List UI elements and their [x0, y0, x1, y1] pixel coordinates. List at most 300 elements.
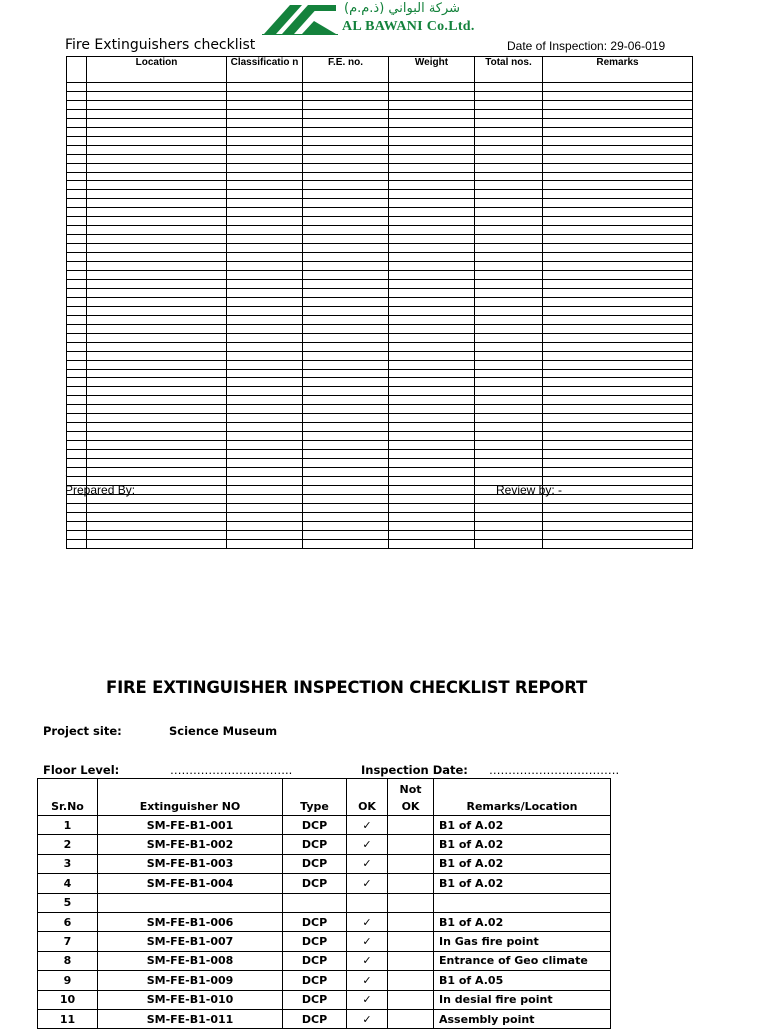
grid-cell	[543, 369, 693, 378]
grid-cell	[67, 118, 87, 127]
grid-cell	[475, 467, 543, 476]
grid-cell	[303, 423, 389, 432]
grid-cell	[67, 450, 87, 459]
grid-cell	[543, 503, 693, 512]
ok-check-cell: ✓	[347, 1009, 388, 1028]
grid-cell	[227, 163, 303, 172]
report-header-remarks: Remarks/Location	[434, 779, 611, 816]
not-ok-cell	[388, 874, 434, 893]
grid-cell	[475, 288, 543, 297]
grid-cell	[389, 539, 475, 548]
extinguisher-no-cell: SM-FE-B1-010	[98, 990, 283, 1009]
grid-cell	[227, 190, 303, 199]
project-site-value: Science Museum	[169, 724, 278, 738]
grid-cell	[227, 154, 303, 163]
extinguisher-no-cell: SM-FE-B1-007	[98, 932, 283, 951]
grid-cell	[303, 163, 389, 172]
grid-row	[67, 342, 693, 351]
grid-cell	[87, 333, 227, 342]
grid-cell	[303, 342, 389, 351]
floor-level-value: …………………………..	[170, 763, 293, 777]
grid-cell	[67, 333, 87, 342]
grid-cell	[303, 208, 389, 217]
grid-cell	[87, 83, 227, 92]
stray-colon: :	[65, 468, 68, 479]
grid-cell	[87, 503, 227, 512]
grid-cell	[389, 127, 475, 136]
grid-cell	[475, 324, 543, 333]
grid-cell	[303, 199, 389, 208]
grid-cell	[67, 136, 87, 145]
sr-no-cell: 3	[38, 854, 98, 873]
inspection-report-table	[37, 778, 611, 1029]
grid-cell	[543, 109, 693, 118]
grid-cell	[543, 423, 693, 432]
grid-row	[67, 450, 693, 459]
grid-cell	[227, 172, 303, 181]
grid-cell	[475, 262, 543, 271]
grid-cell	[475, 432, 543, 441]
report-row	[38, 854, 611, 873]
grid-cell	[475, 333, 543, 342]
grid-row	[67, 324, 693, 333]
ok-check-cell: ✓	[347, 816, 388, 835]
grid-row	[67, 244, 693, 253]
grid-cell	[227, 396, 303, 405]
extinguisher-no-cell: SM-FE-B1-009	[98, 971, 283, 990]
report-row	[38, 932, 611, 951]
grid-cell	[67, 530, 87, 539]
grid-cell	[303, 369, 389, 378]
grid-cell	[475, 226, 543, 235]
not-ok-cell	[388, 854, 434, 873]
grid-row	[67, 127, 693, 136]
report-row	[38, 835, 611, 854]
extinguisher-no-cell	[98, 893, 283, 912]
grid-cell	[475, 387, 543, 396]
remarks-cell: B1 of A.02	[434, 874, 611, 893]
grid-cell	[227, 485, 303, 494]
grid-row	[67, 539, 693, 548]
grid-cell	[543, 217, 693, 226]
grid-cell	[227, 342, 303, 351]
grid-row	[67, 154, 693, 163]
remarks-cell: Entrance of Geo climate	[434, 951, 611, 970]
grid-row	[67, 432, 693, 441]
grid-row	[67, 306, 693, 315]
grid-cell	[67, 262, 87, 271]
grid-cell	[87, 378, 227, 387]
grid-cell	[227, 279, 303, 288]
report-row	[38, 893, 611, 912]
grid-cell	[87, 154, 227, 163]
grid-cell	[67, 342, 87, 351]
grid-row	[67, 521, 693, 530]
grid-cell	[67, 226, 87, 235]
grid-cell	[475, 450, 543, 459]
grid-cell	[303, 351, 389, 360]
grid-cell	[389, 136, 475, 145]
grid-cell	[543, 83, 693, 92]
grid-cell	[67, 288, 87, 297]
grid-cell	[543, 306, 693, 315]
grid-cell	[87, 459, 227, 468]
grid-cell	[543, 118, 693, 127]
grid-cell	[389, 387, 475, 396]
grid-cell	[389, 271, 475, 280]
grid-cell	[543, 450, 693, 459]
sr-no-cell: 8	[38, 951, 98, 970]
grid-cell	[87, 369, 227, 378]
grid-cell	[87, 530, 227, 539]
grid-row	[67, 91, 693, 100]
grid-cell	[543, 351, 693, 360]
grid-cell	[227, 199, 303, 208]
grid-cell	[543, 288, 693, 297]
grid-cell	[475, 539, 543, 548]
grid-cell	[67, 91, 87, 100]
grid-cell	[303, 279, 389, 288]
grid-header-remarks: Remarks	[543, 57, 693, 83]
grid-cell	[67, 145, 87, 154]
grid-cell	[227, 503, 303, 512]
grid-row	[67, 423, 693, 432]
grid-cell	[389, 190, 475, 199]
grid-cell	[87, 405, 227, 414]
grid-cell	[67, 360, 87, 369]
grid-cell	[67, 387, 87, 396]
grid-cell	[67, 441, 87, 450]
remarks-cell: B1 of A.05	[434, 971, 611, 990]
grid-cell	[475, 441, 543, 450]
grid-cell	[303, 154, 389, 163]
grid-cell	[227, 476, 303, 485]
grid-cell	[389, 172, 475, 181]
grid-cell	[303, 485, 389, 494]
grid-cell	[543, 342, 693, 351]
grid-row	[67, 512, 693, 521]
grid-cell	[87, 127, 227, 136]
grid-header-index	[67, 57, 87, 83]
report-header-type: Type	[283, 779, 347, 816]
sr-no-cell: 1	[38, 816, 98, 835]
grid-row	[67, 351, 693, 360]
grid-cell	[475, 109, 543, 118]
report-header-sr-no: Sr.No	[38, 779, 98, 816]
grid-cell	[543, 190, 693, 199]
grid-cell	[389, 163, 475, 172]
inspection-date	[507, 39, 665, 53]
grid-cell	[67, 297, 87, 306]
grid-cell	[389, 351, 475, 360]
grid-cell	[67, 253, 87, 262]
grid-cell	[543, 494, 693, 503]
grid-cell	[543, 324, 693, 333]
grid-cell	[87, 279, 227, 288]
report-header-extinguisher-no: Extinguisher NO	[98, 779, 283, 816]
extinguisher-no-cell: SM-FE-B1-003	[98, 854, 283, 873]
grid-cell	[87, 181, 227, 190]
grid-cell	[67, 512, 87, 521]
grid-row	[67, 181, 693, 190]
ok-check-cell: ✓	[347, 874, 388, 893]
grid-cell	[475, 279, 543, 288]
grid-cell	[227, 235, 303, 244]
grid-cell	[227, 387, 303, 396]
grid-cell	[303, 539, 389, 548]
type-cell	[283, 893, 347, 912]
grid-cell	[67, 199, 87, 208]
grid-cell	[303, 145, 389, 154]
extinguisher-no-cell: SM-FE-B1-008	[98, 951, 283, 970]
grid-cell	[227, 91, 303, 100]
grid-cell	[475, 83, 543, 92]
grid-cell	[227, 208, 303, 217]
grid-cell	[67, 414, 87, 423]
grid-cell	[303, 100, 389, 109]
grid-cell	[67, 324, 87, 333]
grid-cell	[543, 441, 693, 450]
grid-cell	[303, 109, 389, 118]
grid-cell	[227, 127, 303, 136]
grid-cell	[303, 512, 389, 521]
ok-check-cell: ✓	[347, 951, 388, 970]
grid-cell	[543, 387, 693, 396]
grid-cell	[87, 360, 227, 369]
grid-cell	[303, 467, 389, 476]
grid-cell	[227, 333, 303, 342]
grid-cell	[389, 100, 475, 109]
grid-cell	[475, 530, 543, 539]
grid-cell	[303, 450, 389, 459]
grid-cell	[87, 288, 227, 297]
sr-no-cell: 11	[38, 1009, 98, 1028]
remarks-cell: B1 of A.02	[434, 912, 611, 931]
grid-row	[67, 288, 693, 297]
grid-cell	[67, 369, 87, 378]
grid-cell	[67, 163, 87, 172]
sr-no-cell: 7	[38, 932, 98, 951]
grid-cell	[303, 271, 389, 280]
grid-cell	[543, 235, 693, 244]
grid-cell	[543, 253, 693, 262]
grid-cell	[475, 253, 543, 262]
grid-cell	[389, 459, 475, 468]
grid-cell	[227, 136, 303, 145]
grid-cell	[67, 235, 87, 244]
remarks-cell: B1 of A.02	[434, 816, 611, 835]
grid-cell	[389, 476, 475, 485]
ok-check-cell: ✓	[347, 971, 388, 990]
grid-cell	[227, 271, 303, 280]
grid-cell	[543, 539, 693, 548]
grid-cell	[227, 360, 303, 369]
grid-row	[67, 360, 693, 369]
grid-cell	[227, 405, 303, 414]
grid-cell	[87, 396, 227, 405]
grid-cell	[303, 235, 389, 244]
grid-row	[67, 262, 693, 271]
grid-cell	[67, 181, 87, 190]
grid-cell	[389, 467, 475, 476]
type-cell: DCP	[283, 874, 347, 893]
grid-cell	[475, 181, 543, 190]
grid-cell	[475, 459, 543, 468]
grid-cell	[87, 351, 227, 360]
grid-cell	[67, 244, 87, 253]
grid-row	[67, 235, 693, 244]
grid-cell	[389, 396, 475, 405]
grid-cell	[227, 288, 303, 297]
grid-header-location: Location	[87, 57, 227, 83]
company-logo	[262, 1, 482, 37]
grid-cell	[475, 405, 543, 414]
grid-row	[67, 118, 693, 127]
grid-cell	[303, 190, 389, 199]
grid-row	[67, 297, 693, 306]
grid-cell	[389, 494, 475, 503]
grid-cell	[543, 136, 693, 145]
checklist-title: Fire Extinguishers checklist	[65, 37, 256, 53]
grid-cell	[475, 217, 543, 226]
grid-cell	[389, 253, 475, 262]
grid-cell	[475, 235, 543, 244]
grid-cell	[543, 459, 693, 468]
remarks-cell	[434, 893, 611, 912]
grid-cell	[389, 145, 475, 154]
grid-cell	[67, 521, 87, 530]
grid-cell	[475, 512, 543, 521]
report-header-not-ok: Not OK	[388, 779, 434, 816]
grid-row	[67, 83, 693, 92]
grid-cell	[389, 450, 475, 459]
grid-row	[67, 190, 693, 199]
grid-cell	[87, 324, 227, 333]
grid-cell	[389, 360, 475, 369]
grid-cell	[475, 351, 543, 360]
grid-cell	[303, 244, 389, 253]
grid-cell	[475, 315, 543, 324]
grid-cell	[87, 315, 227, 324]
grid-cell	[67, 467, 87, 476]
grid-cell	[543, 396, 693, 405]
grid-cell	[87, 387, 227, 396]
grid-cell	[87, 100, 227, 109]
grid-cell	[303, 530, 389, 539]
extinguisher-no-cell: SM-FE-B1-006	[98, 912, 283, 931]
type-cell: DCP	[283, 854, 347, 873]
grid-cell	[543, 172, 693, 181]
grid-cell	[87, 109, 227, 118]
grid-row	[67, 172, 693, 181]
grid-cell	[227, 494, 303, 503]
not-ok-cell	[388, 932, 434, 951]
report-inspection-date-label: Inspection Date:	[361, 763, 468, 777]
grid-cell	[87, 271, 227, 280]
sr-no-cell: 9	[38, 971, 98, 990]
inspection-date-value: 29-06-019	[610, 39, 666, 53]
grid-cell	[389, 485, 475, 494]
not-ok-cell	[388, 971, 434, 990]
grid-cell	[67, 396, 87, 405]
grid-cell	[303, 262, 389, 271]
grid-row	[67, 459, 693, 468]
grid-cell	[543, 521, 693, 530]
grid-cell	[227, 369, 303, 378]
grid-cell	[543, 208, 693, 217]
grid-cell	[87, 217, 227, 226]
remarks-cell: In desial fire point	[434, 990, 611, 1009]
grid-cell	[303, 521, 389, 530]
grid-cell	[67, 503, 87, 512]
grid-cell	[303, 333, 389, 342]
grid-cell	[543, 476, 693, 485]
grid-cell	[543, 226, 693, 235]
grid-cell	[87, 253, 227, 262]
grid-row	[67, 494, 693, 503]
not-ok-cell	[388, 912, 434, 931]
grid-row	[67, 217, 693, 226]
grid-cell	[389, 118, 475, 127]
grid-cell	[389, 414, 475, 423]
grid-cell	[303, 432, 389, 441]
company-name-arabic: شركة البواني (ذ.م.م)	[344, 1, 461, 16]
grid-row	[67, 226, 693, 235]
grid-cell	[87, 423, 227, 432]
not-ok-cell	[388, 990, 434, 1009]
report-row	[38, 971, 611, 990]
grid-row	[67, 441, 693, 450]
grid-cell	[67, 83, 87, 92]
grid-cell	[87, 91, 227, 100]
grid-cell	[389, 154, 475, 163]
grid-cell	[303, 172, 389, 181]
grid-cell	[543, 378, 693, 387]
grid-cell	[543, 271, 693, 280]
grid-cell	[303, 306, 389, 315]
grid-row	[67, 530, 693, 539]
grid-cell	[303, 378, 389, 387]
grid-cell	[227, 324, 303, 333]
grid-cell	[389, 405, 475, 414]
grid-cell	[67, 127, 87, 136]
grid-row	[67, 279, 693, 288]
grid-cell	[543, 279, 693, 288]
grid-row	[67, 485, 693, 494]
extinguisher-no-cell: SM-FE-B1-001	[98, 816, 283, 835]
grid-cell	[87, 118, 227, 127]
grid-cell	[475, 342, 543, 351]
grid-cell	[67, 154, 87, 163]
grid-row	[67, 387, 693, 396]
grid-row	[67, 378, 693, 387]
ok-check-cell: ✓	[347, 835, 388, 854]
grid-cell	[475, 172, 543, 181]
grid-cell	[227, 441, 303, 450]
grid-cell	[389, 441, 475, 450]
grid-cell	[475, 118, 543, 127]
grid-cell	[303, 360, 389, 369]
grid-row	[67, 253, 693, 262]
grid-cell	[67, 217, 87, 226]
grid-cell	[87, 145, 227, 154]
grid-cell	[543, 485, 693, 494]
report-row	[38, 1009, 611, 1028]
grid-cell	[475, 91, 543, 100]
al-bawani-logo-mark-icon	[262, 1, 338, 35]
grid-cell	[227, 109, 303, 118]
grid-cell	[475, 271, 543, 280]
